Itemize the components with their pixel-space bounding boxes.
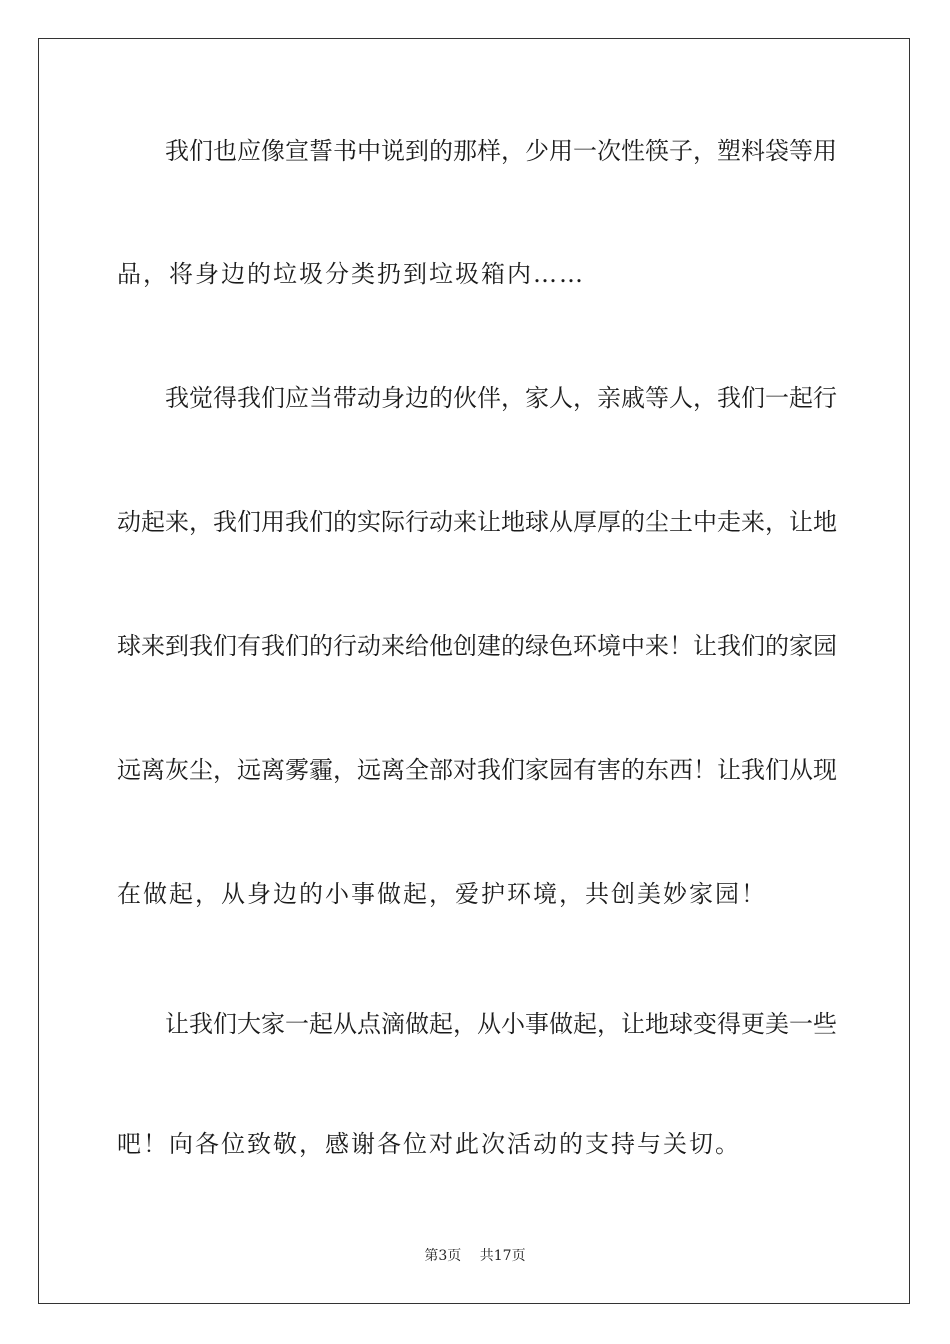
paragraph-2-line-1: 我觉得我们应当带动身边的伙伴，家人，亲戚等人，我们一起行 (165, 384, 837, 412)
total-pages: 共17页 (479, 1248, 526, 1264)
paragraph-2-line-2: 动起来，我们用我们的实际行动来让地球从厚厚的尘土中走来，让地 (117, 508, 837, 536)
paragraph-1-line-1: 我们也应像宣誓书中说到的那样，少用一次性筷子，塑料袋等用 (165, 137, 837, 165)
paragraph-3-line-1: 让我们大家一起从点滴做起，从小事做起，让地球变得更美一些 (165, 1010, 837, 1038)
page-border (38, 38, 910, 1304)
paragraph-2-line-3: 球来到我们有我们的行动来给他创建的绿色环境中来！让我们的家园 (117, 632, 837, 660)
page-number: 第3页 (424, 1248, 462, 1264)
paragraph-1-line-2: 品，将身边的垃圾分类扔到垃圾箱内…… (117, 260, 585, 288)
paragraph-3-line-2: 吧！向各位致敬，感谢各位对此次活动的支持与关切。 (117, 1130, 741, 1158)
paragraph-2-line-4: 远离灰尘，远离雾霾，远离全部对我们家园有害的东西！让我们从现 (117, 756, 837, 784)
page-footer (0, 1247, 950, 1265)
paragraph-2-line-5: 在做起，从身边的小事做起，爱护环境，共创美妙家园！ (117, 880, 767, 908)
